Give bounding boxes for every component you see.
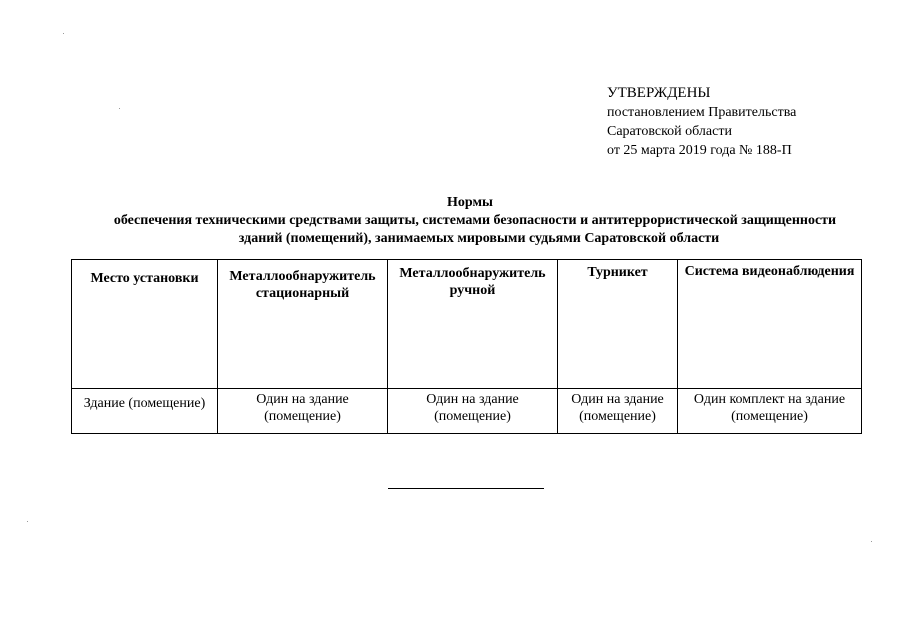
approval-line-1: постановлением Правительства bbox=[607, 105, 797, 120]
column-header-turnstile: Турникет bbox=[558, 260, 678, 389]
scan-speck bbox=[63, 33, 64, 34]
document-heading bbox=[40, 194, 900, 248]
column-header-location: Место установки bbox=[72, 260, 218, 389]
scan-speck bbox=[27, 521, 28, 522]
heading-subtitle-1: обеспечения техническими средствами защиты, системами безопасности и антитеррористической защищенности bbox=[113, 213, 837, 228]
approval-line-2: Саратовской области bbox=[607, 124, 732, 139]
column-header-handheld-detector: Металлообнаружитель ручной bbox=[388, 260, 558, 389]
approval-line-3: от 25 марта 2019 года № 188-П bbox=[607, 143, 792, 158]
table-cell-video-surveillance: Один комплект на здание (помещение) bbox=[678, 389, 862, 434]
table-row bbox=[72, 389, 862, 434]
approval-title: УТВЕРЖДЕНЫ bbox=[607, 85, 711, 101]
closing-rule bbox=[388, 488, 544, 489]
scan-speck bbox=[119, 108, 120, 109]
heading-title: Нормы bbox=[447, 195, 493, 210]
approval-stamp bbox=[607, 84, 867, 160]
heading-subtitle-2: зданий (помещений), занимаемых мировыми судьями Саратовской области bbox=[238, 231, 720, 246]
table-cell-handheld-detector: Один на здание (помещение) bbox=[388, 389, 558, 434]
table-cell-turnstile: Один на здание (помещение) bbox=[558, 389, 678, 434]
scan-speck bbox=[871, 541, 872, 542]
table-cell-stationary-detector: Один на здание (помещение) bbox=[218, 389, 388, 434]
table-cell-location: Здание (помещение) bbox=[72, 389, 218, 434]
column-header-video-surveillance: Система видеонаблюдения bbox=[678, 260, 862, 389]
column-header-stationary-detector: Металлообнаружитель стационарный bbox=[218, 260, 388, 389]
table-header-row bbox=[72, 260, 862, 389]
norms-table bbox=[71, 259, 862, 434]
